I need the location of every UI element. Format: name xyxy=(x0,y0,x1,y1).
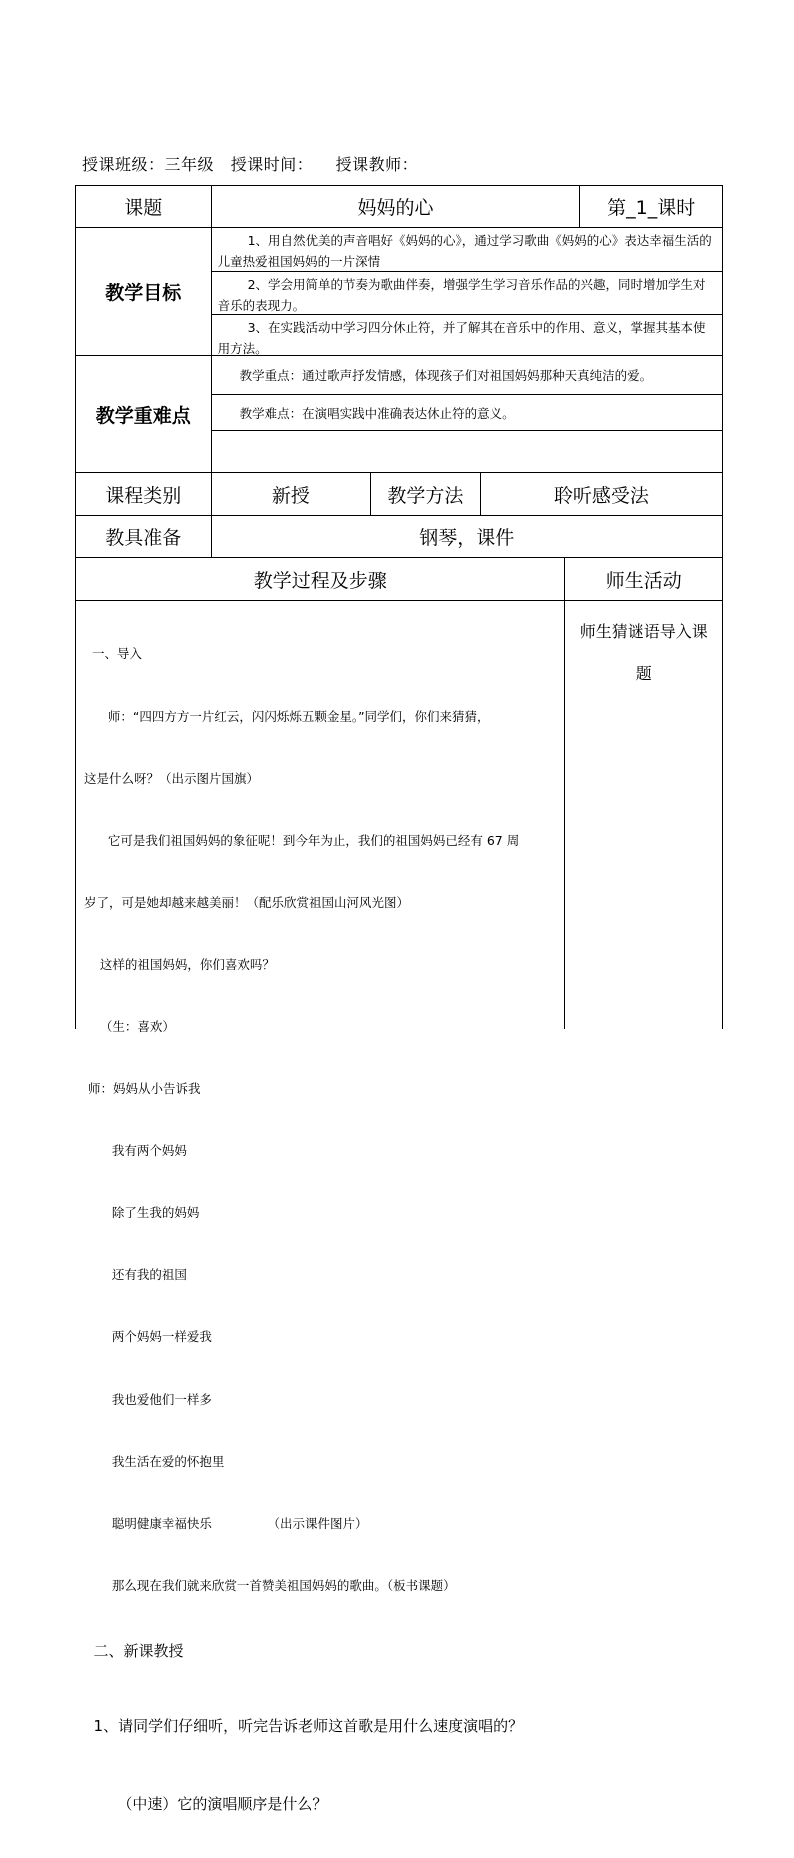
topic-value: 妈妈的心 xyxy=(212,186,581,227)
course-row xyxy=(75,472,723,515)
question-line: 1、请同学们仔细听，听完告诉老师这首歌是用什么速度演唱的？ xyxy=(84,1717,524,1736)
course-type-label: 课程类别 xyxy=(76,473,212,515)
objective-item: 3、在实践活动中学习四分休止符，并了解其在音乐中的作用、意义，掌握其基本使用方法。 xyxy=(217,320,706,356)
tools-value: 钢琴，课件 xyxy=(419,527,515,549)
objectives-row xyxy=(75,227,723,355)
process-line: 还有我的祖国 xyxy=(84,1267,187,1283)
lesson-plan-table xyxy=(75,185,723,1813)
section-heading: 二、新课教授 xyxy=(84,1641,184,1660)
topic-row xyxy=(75,185,723,227)
period-value: 第_1_课时 xyxy=(607,197,696,219)
key-points-label: 教学重难点 xyxy=(76,356,212,472)
process-header: 教学过程及步骤 xyxy=(76,558,565,600)
method-label: 教学方法 xyxy=(371,473,481,515)
objectives-label: 教学目标 xyxy=(76,228,212,355)
key-extra xyxy=(212,431,722,472)
activity-text: 师生猜谜语导入课题 xyxy=(579,622,708,683)
activity-header: 师生活动 xyxy=(605,569,682,592)
process-line: 它可是我们祖国妈妈的象征呢！到今年为止，我们的祖国妈妈已经有 67 周 xyxy=(84,832,520,848)
process-line: 我生活在爱的怀抱里 xyxy=(84,1453,225,1469)
process-line: 聪明健康幸福快乐 （出示课件图片） xyxy=(84,1515,368,1531)
tools-row xyxy=(75,515,723,557)
objectives-list xyxy=(212,228,722,355)
key-difficulty: 教学难点：在演唱实践中准确表达休止符的意义。 xyxy=(212,395,722,432)
objective-item: 2、学会用简单的节奏为歌曲伴奏，增强学生学习音乐作品的兴趣，同时增加学生对音乐的表现力。 xyxy=(212,272,722,315)
process-line: 我也爱他们一样多 xyxy=(84,1391,212,1407)
course-type-value: 新授 xyxy=(212,473,372,515)
header-info: 授课班级：三年级 授课时间： 授课教师： xyxy=(82,155,419,174)
process-line: 这样的祖国妈妈，你们喜欢吗？ xyxy=(84,956,275,972)
process-text xyxy=(76,601,564,1858)
process-line: （生：喜欢） xyxy=(84,1018,175,1034)
process-line: 岁了，可是她却越来越美丽！（配乐欣赏祖国山河风光图） xyxy=(84,894,410,910)
key-points-list xyxy=(212,356,722,472)
process-line: 师：妈妈从小告诉我 xyxy=(84,1081,201,1097)
process-line: 两个妈妈一样爱我 xyxy=(84,1329,212,1345)
process-line: 那么现在我们就来欣赏一首赞美祖国妈妈的歌曲。（板书课题） xyxy=(84,1577,456,1593)
process-line: 一、导入 xyxy=(84,646,142,662)
topic-label: 课题 xyxy=(76,186,212,227)
process-line: 这是什么呀？（出示图片国旗） xyxy=(84,770,260,786)
process-line: 师：“四四方方一片红云，闪闪烁烁五颗金星。”同学们，你们来猜猜， xyxy=(84,708,490,724)
method-value: 聆听感受法 xyxy=(553,484,649,507)
key-points-row xyxy=(75,355,723,472)
process-header-row xyxy=(75,557,723,600)
question-line: （中速）它的演唱顺序是什么？ xyxy=(84,1794,328,1813)
process-content xyxy=(76,601,565,1813)
process-line: 除了生我的妈妈 xyxy=(84,1205,200,1221)
tools-label: 教具准备 xyxy=(76,516,212,557)
process-body-row xyxy=(75,600,723,1813)
process-line: 我有两个妈妈 xyxy=(84,1143,187,1159)
objective-item: 1、用自然优美的声音唱好《妈妈的心》，通过学习歌曲《妈妈的心》表达幸福生活的儿童热爱祖国妈妈的一片深情 xyxy=(212,228,722,272)
key-focus: 教学重点：通过歌声抒发情感，体现孩子们对祖国妈妈那种天真纯洁的爱。 xyxy=(212,356,722,395)
